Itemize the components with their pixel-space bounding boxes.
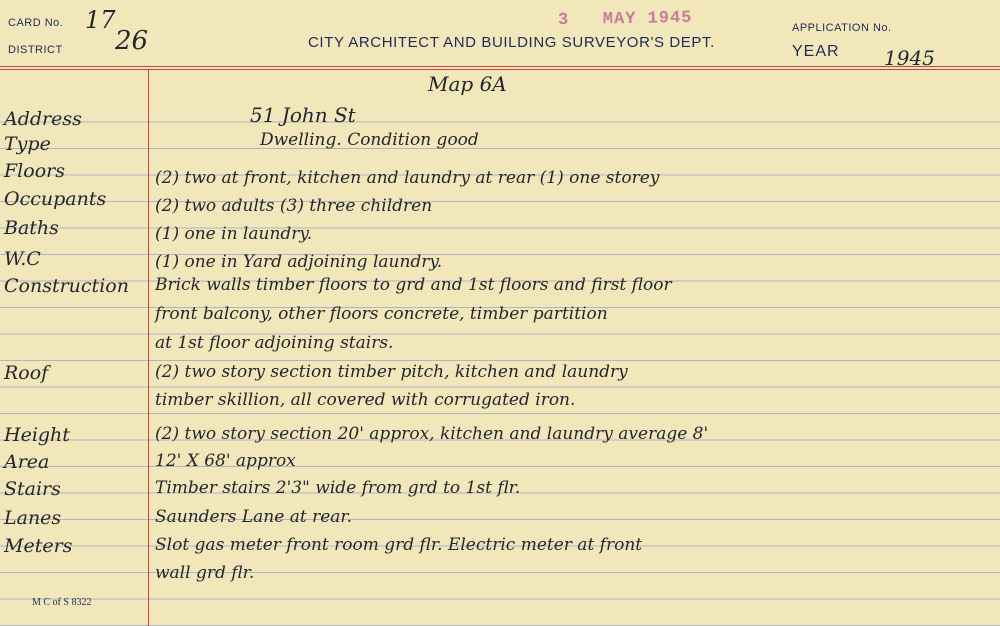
field-label: Baths: [4, 217, 59, 239]
application-number-label: APPLICATION No.: [792, 22, 892, 34]
header-rule-top: [0, 66, 1000, 67]
field-value-line: (2) two story section timber pitch, kitchen and laundry: [155, 362, 628, 382]
stamp-day: 3: [557, 10, 570, 31]
year-label: YEAR: [792, 43, 840, 60]
margin-line: [148, 70, 149, 626]
field-value-line: (2) two at front, kitchen and laundry at rear (1) one storey: [155, 168, 660, 188]
field-label: Construction: [4, 275, 129, 297]
department-title: CITY ARCHITECT AND BUILDING SURVEYOR'S DEPT.: [308, 34, 715, 51]
field-label: W.C: [4, 248, 41, 270]
field-label: Address: [4, 108, 82, 130]
field-value-line: wall grd flr.: [155, 563, 255, 583]
field-label: Meters: [4, 535, 73, 557]
district-label: DISTRICT: [8, 44, 63, 56]
field-value-line: Timber stairs 2'3" wide from grd to 1st flr.: [155, 478, 521, 498]
field-value-line: (2) two adults (3) three children: [155, 196, 433, 216]
form-number: M C of S 8322: [32, 597, 92, 608]
field-value-line: at 1st floor adjoining stairs.: [155, 333, 394, 353]
field-label: Floors: [4, 160, 65, 182]
field-value-line: (1) one in Yard adjoining laundry.: [155, 252, 443, 272]
district-value: 26: [115, 26, 149, 56]
field-value-line: Dwelling. Condition good: [260, 130, 479, 150]
field-value-line: Saunders Lane at rear.: [155, 507, 353, 527]
field-label: Height: [4, 424, 70, 446]
card-number-label: CARD No.: [8, 17, 64, 29]
field-value-line: 51 John St: [250, 103, 356, 127]
field-value-line: 12' X 68' approx: [155, 451, 296, 471]
field-label: Type: [4, 133, 51, 155]
field-label: Lanes: [4, 507, 62, 529]
year-value: 1945: [884, 46, 935, 70]
field-value-line: Brick walls timber floors to grd and 1st floors and first floor: [155, 275, 672, 295]
field-label: Roof: [4, 362, 49, 384]
field-value-line: (1) one in laundry.: [155, 224, 313, 244]
date-stamp: [558, 9, 693, 30]
field-label: Stairs: [4, 478, 61, 500]
field-value-line: timber skillion, all covered with corrugated iron.: [155, 390, 576, 410]
field-value-line: front balcony, other floors concrete, timber partition: [155, 304, 608, 324]
field-value-line: Slot gas meter front room grd flr. Electric meter at front: [155, 535, 643, 555]
field-label: Occupants: [4, 188, 107, 210]
header-rule-bottom: [0, 69, 1000, 70]
map-reference: Map 6A: [428, 72, 507, 96]
field-label: Area: [4, 451, 50, 473]
field-value-line: (2) two story section 20' approx, kitchen and laundry average 8': [155, 424, 709, 444]
card-number-value: 17: [85, 6, 116, 34]
stamp-date: MAY 1945: [602, 8, 693, 30]
